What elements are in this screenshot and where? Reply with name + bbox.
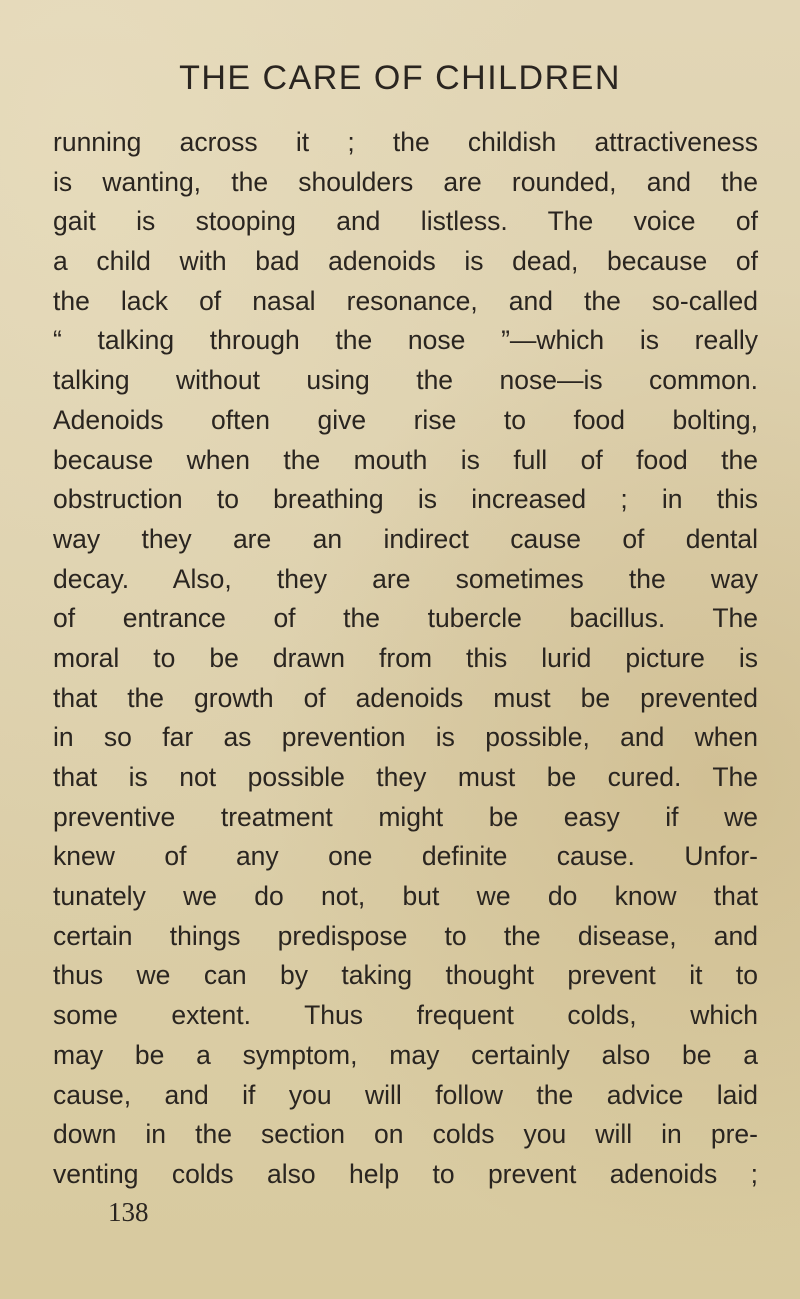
text-line: running across it ; the childish attractiveness	[53, 127, 758, 157]
text-line: down in the section on colds you will in pre-	[53, 1119, 758, 1150]
text-line: talking without using the nose—is common.	[53, 365, 758, 396]
text-line: moral to be drawn from this lurid picture is	[53, 642, 758, 673]
text-line: thus we can by taking thought prevent it to	[53, 960, 758, 991]
text-line: of entrance of the tubercle bacillus. The	[53, 603, 758, 634]
text-line: that is not possible they must be cured. The	[53, 762, 758, 792]
text-line: knew of any one definite cause. Unfor-	[53, 841, 758, 872]
text-line: gait is stooping and listless. The voice of	[53, 206, 758, 237]
text-line: because when the mouth is full of food the	[53, 444, 758, 475]
text-line: certain things predispose to the disease, and	[53, 920, 758, 951]
text-line: some extent. Thus frequent colds, which	[53, 1000, 758, 1031]
running-head: THE CARE OF CHILDREN	[179, 59, 621, 97]
text-line: that the growth of adenoids must be prevented	[53, 682, 758, 713]
text-line: a child with bad adenoids is dead, because of	[53, 246, 758, 277]
body-text	[53, 123, 758, 1195]
text-line: “ talking through the nose ”—which is really	[53, 325, 758, 356]
text-line: preventive treatment might be easy if we	[53, 801, 758, 832]
text-line: venting colds also help to prevent adenoids ;	[53, 1158, 758, 1189]
page-number: 138	[108, 1197, 149, 1227]
text-line: tunately we do not, but we do know that	[53, 881, 758, 912]
text-line: cause, and if you will follow the advice laid	[53, 1079, 758, 1110]
text-line: obstruction to breathing is increased ; in this	[53, 484, 758, 515]
text-line: way they are an indirect cause of dental	[53, 523, 758, 554]
text-line: is wanting, the shoulders are rounded, and the	[53, 166, 758, 197]
text-line: the lack of nasal resonance, and the so-called	[53, 285, 758, 316]
text-line: Adenoids often give rise to food bolting,	[53, 404, 758, 435]
text-line: in so far as prevention is possible, and when	[53, 722, 758, 753]
text-line: may be a symptom, may certainly also be a	[53, 1039, 758, 1070]
text-line: decay. Also, they are sometimes the way	[53, 563, 758, 594]
